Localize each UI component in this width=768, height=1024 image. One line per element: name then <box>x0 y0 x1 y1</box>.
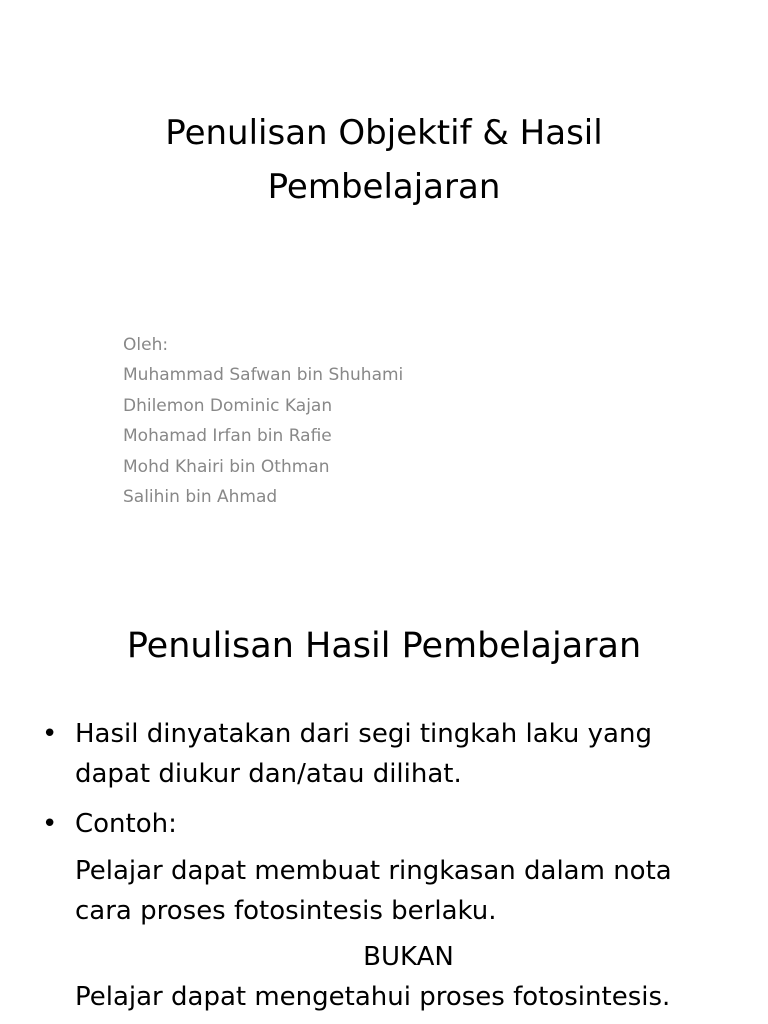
authors-label: Oleh: <box>123 335 169 355</box>
example-paragraph <box>42 851 742 931</box>
bullet-text-line-1: Hasil dinyatakan dari segi tingkah laku yang <box>75 719 652 749</box>
authors-list <box>123 330 403 512</box>
author-name: Muhammad Safwan bin Shuhami <box>123 365 404 386</box>
contrast-word: BUKAN <box>363 942 454 972</box>
bullet-dot: • <box>42 809 58 839</box>
author-name: Mohamad Irfan bin Rafie <box>123 426 332 447</box>
example-line-1: Pelajar dapat membuat ringkasan dalam nota <box>75 856 672 886</box>
example-line-2: cara proses fotosintesis berlaku. <box>75 896 497 926</box>
slide-title: Penulisan Hasil Pembelajaran <box>126 626 642 666</box>
counter-example: Pelajar dapat mengetahui proses fotosintesis. <box>75 982 671 1012</box>
slide-body <box>42 714 742 1017</box>
slide-title <box>40 106 728 214</box>
content-slide <box>0 576 768 1024</box>
bullet-dot: • <box>42 719 58 749</box>
bullet-text-line-2: dapat diukur dan/atau dilihat. <box>75 759 462 789</box>
bullet-text: Contoh: <box>75 809 177 839</box>
author-name: Salihin bin Ahmad <box>123 487 278 508</box>
author-name: Mohd Khairi bin Othman <box>123 456 330 477</box>
bullet-item <box>42 714 742 794</box>
bullet-item <box>42 804 742 844</box>
author-name: Dhilemon Dominic Kajan <box>123 395 333 416</box>
slide-title-line-1: Penulisan Objektif & Hasil <box>165 113 603 153</box>
slide-title-line-2: Pembelajaran <box>267 167 501 207</box>
